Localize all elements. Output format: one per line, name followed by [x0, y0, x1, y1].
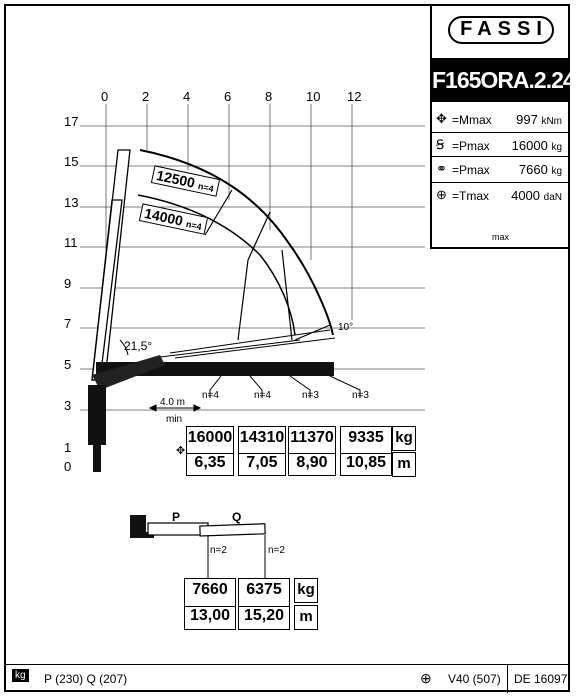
min-reach-label: 4.0 m: [160, 397, 186, 408]
height-tick-label: 5: [64, 357, 72, 372]
mmax-symbol: ✥: [176, 445, 186, 457]
hook-n-label: n=3: [352, 390, 369, 401]
hook-icon: Ꞩ: [436, 137, 445, 152]
spec-tmax: ⊕ =Tmax 4000 daN: [436, 187, 562, 203]
reach-tick-label: 4: [183, 89, 191, 104]
p-label: P: [172, 510, 181, 524]
winch-footer-icon: ⊕: [420, 670, 432, 686]
height-tick-label: 9: [64, 276, 72, 291]
height-tick-label: 15: [64, 154, 79, 169]
capacity-tag-lower: 14000 n=4: [139, 203, 208, 234]
extension-q-segment: [200, 524, 265, 536]
ext-unit-m: m: [294, 605, 318, 630]
reach-tick-label: 0: [101, 89, 109, 104]
hook-n-label: n=4: [254, 390, 271, 401]
angle-10-label: 10°: [338, 322, 354, 333]
extension-p-segment: [148, 523, 208, 535]
reach-tick-label: 6: [224, 89, 232, 104]
hook-lines: [210, 376, 360, 398]
unit-kg: kg: [392, 426, 416, 451]
footer-weights: P (230) Q (207): [44, 672, 128, 686]
q-label: Q: [232, 510, 242, 524]
extension-column-q: 6375 15,20: [238, 578, 290, 630]
reach-tick-label: 2: [142, 89, 150, 104]
model-name: F165ORA.2.24: [432, 58, 568, 102]
crane-column: [88, 385, 106, 472]
hook-n-label: n=4: [202, 390, 219, 401]
weight-icon: kg: [12, 669, 29, 682]
spec-pmax-1: Ꞩ =Pmax 16000 kg: [436, 137, 562, 153]
reach-tick-label: 12: [347, 89, 362, 104]
load-column-4: 9335 10,85: [340, 426, 392, 476]
extension-column-p: 7660 13,00: [184, 578, 236, 630]
height-tick-label: 3: [64, 398, 72, 413]
height-tick-label: 7: [64, 316, 72, 331]
min-label: min: [166, 414, 183, 425]
reach-tick-label: 10: [306, 89, 321, 104]
winch-icon: ⊕: [436, 187, 447, 202]
capacity-tag-upper: 12500 n=4: [151, 165, 220, 196]
ext-unit-kg: kg: [294, 578, 318, 603]
height-tick-label: 11: [64, 235, 78, 250]
stabilizer-max-label: max: [492, 232, 510, 242]
hook-n-label: n=3: [302, 390, 319, 401]
extension-diagram: [130, 515, 265, 580]
mmax-icon: ✥: [436, 111, 447, 126]
footer-bar: [4, 664, 570, 692]
unit-m: m: [392, 452, 416, 477]
height-tick-label: 0: [64, 459, 72, 474]
reach-tick-label: 8: [265, 89, 273, 104]
load-column-3: 11370 8,90: [288, 426, 336, 476]
footer-doc-code: DE 16097: [514, 672, 568, 686]
spec-box: [430, 4, 575, 249]
hook-extension-icon: ⚭: [436, 161, 447, 176]
height-tick-label: 13: [64, 195, 79, 210]
load-column-1: 16000 6,35: [186, 426, 234, 476]
load-column-2: 14310 7,05: [238, 426, 286, 476]
spec-pmax-2: ⚭ =Pmax 7660 kg: [436, 161, 562, 177]
footer-winch: V40 (507): [448, 672, 501, 686]
ext-n-label: n=2: [210, 545, 227, 556]
ext-n-label: n=2: [268, 545, 285, 556]
height-tick-label: 17: [64, 114, 79, 129]
brand-logo: FASSI: [448, 16, 554, 44]
spec-mmax: ✥ =Mmax 997 kNm: [436, 111, 562, 127]
angle-215-label: 21,5°: [124, 339, 153, 353]
height-tick-label: 1: [64, 440, 72, 455]
